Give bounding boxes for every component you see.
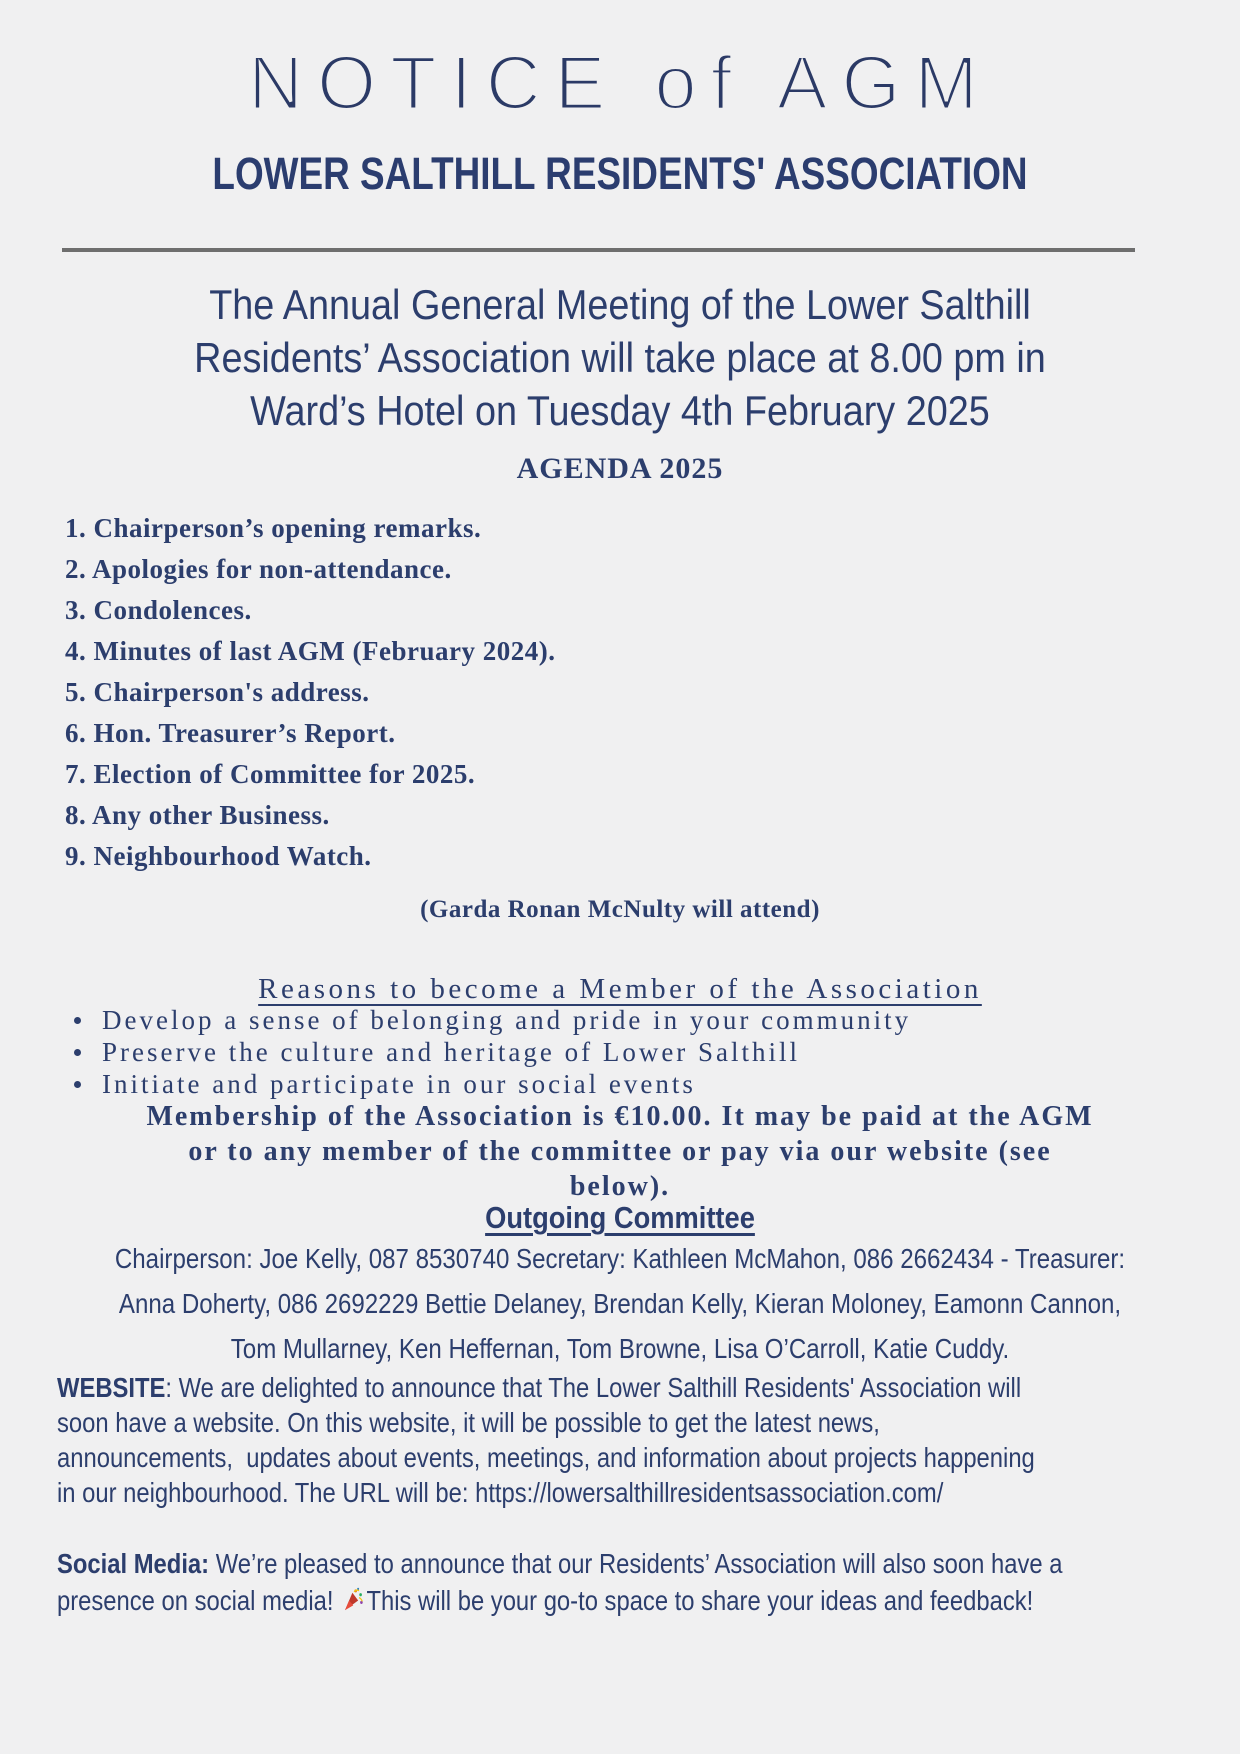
bullet-dot-icon	[74, 1049, 81, 1056]
committee-paragraph	[87, 1236, 1153, 1371]
party-popper-emoji	[342, 1587, 365, 1614]
intro-line: Residents’ Association will take place at 8.00 pm in	[194, 334, 1046, 381]
website-paragraph	[57, 1370, 1063, 1510]
committee-line: Tom Mullarney, Ken Heffernan, Tom Browne, Lisa O’Carroll, Katie Cuddy.	[230, 1333, 1010, 1364]
website-line: announcements, updates about events, meetings, and information about projects happening	[57, 1442, 1035, 1473]
membership-fee-text	[0, 1099, 1240, 1204]
agenda-item: 4. Minutes of last AGM (February 2024).	[65, 636, 556, 666]
intro-line: The Annual General Meeting of the Lower Salthill	[209, 281, 1031, 328]
website-line: WEBSITE: We are delighted to announce that The Lower Salthill Residents' Association will	[57, 1372, 1022, 1403]
agenda-heading: AGENDA 2025	[516, 452, 724, 485]
social-media-label: Social Media:	[57, 1548, 210, 1579]
intro-paragraph	[62, 278, 1178, 437]
page-title: NOTICE of AGM	[248, 41, 992, 126]
agenda-item: 6. Hon. Treasurer’s Report.	[65, 718, 396, 748]
membership-bullet-list	[68, 1004, 1200, 1100]
agenda-item: 7. Election of Committee for 2025.	[65, 759, 476, 789]
social-line: Social Media: We’re pleased to announce that our Residents’ Association will also soon have a	[57, 1548, 1063, 1579]
fee-line: Membership of the Association is €10.00. It may be paid at the AGM	[146, 1101, 1094, 1132]
bullet-item: Preserve the culture and heritage of Lower Salthill	[68, 1036, 1200, 1068]
bullet-item: Develop a sense of belonging and pride in your community	[68, 1004, 1200, 1036]
agenda-note: (Garda Ronan McNulty will attend)	[420, 896, 820, 923]
agenda-item: 8. Any other Business.	[65, 800, 330, 830]
intro-line: Ward’s Hotel on Tuesday 4th February 2025	[250, 387, 990, 434]
page-subtitle: LOWER SALTHILL RESIDENTS' ASSOCIATION	[212, 148, 1028, 199]
fee-line: or to any member of the committee or pay via our website (see	[188, 1136, 1052, 1167]
website-line: soon have a website. On this website, it will be possible to get the latest news,	[57, 1407, 880, 1438]
committee-heading: Outgoing Committee	[485, 1200, 755, 1235]
bullet-dot-icon	[74, 1017, 81, 1024]
website-label: WEBSITE	[57, 1372, 166, 1403]
agenda-item: 9. Neighbourhood Watch.	[65, 841, 372, 871]
bullet-item: Initiate and participate in our social events	[68, 1068, 1200, 1100]
agenda-item: 5. Chairperson's address.	[65, 677, 370, 707]
fee-line: below).	[569, 1171, 671, 1202]
membership-reasons-heading: Reasons to become a Member of the Association	[258, 973, 982, 1005]
website-line: in our neighbourhood. The URL will be: https://lowersalthillresidentsassociation.com/	[57, 1477, 944, 1508]
agenda-item: 2. Apologies for non-attendance.	[65, 554, 452, 584]
social-media-paragraph	[57, 1545, 1063, 1619]
committee-line: Chairperson: Joe Kelly, 087 8530740 Secretary: Kathleen McMahon, 086 2662434 - Treasurer:	[114, 1243, 1126, 1274]
committee-line: Anna Doherty, 086 2692229 Bettie Delaney, Brendan Kelly, Kieran Moloney, Eamonn Cannon,	[118, 1288, 1122, 1319]
agenda-list	[65, 508, 1200, 877]
header-divider	[62, 248, 1135, 252]
agenda-item: 1. Chairperson’s opening remarks.	[65, 513, 482, 543]
social-line: presence on social media! This will be your go-to space to share your ideas and feedback!	[57, 1585, 1034, 1616]
agenda-item: 3. Condolences.	[65, 595, 252, 625]
bullet-dot-icon	[74, 1081, 81, 1088]
